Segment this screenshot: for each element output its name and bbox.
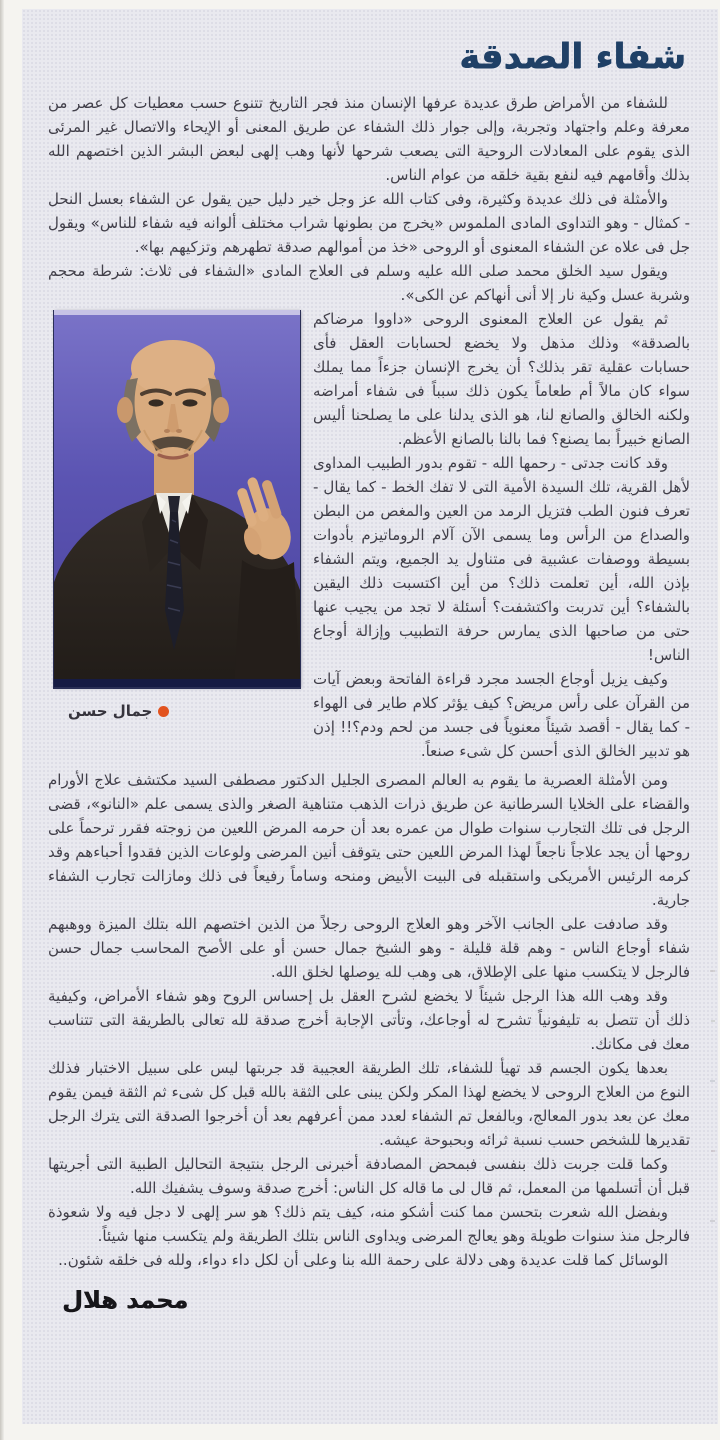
article-paragraph: وكما قلت جربت ذلك بنفسى فبمحض المصادفة أخبرنى الرجل بنتيجة التحاليل الطبية التى أجريتها قبل أن أتسلمها من المعمل، ثم قال لى ما قاله كل الناس: أخرج صدقة وسوف يشفيك الله. (48, 1155, 690, 1197)
scan-edge-shadow (0, 0, 4, 1440)
article-title: شفاء الصدقة (459, 37, 686, 77)
article-body (48, 91, 690, 1272)
photo-caption-text: جمال حسن (68, 702, 153, 720)
photo-caption (50, 699, 300, 723)
photo-block (50, 310, 300, 768)
article-paragraph: ثم يقول عن العلاج المعنوى الروحى «داووا مرضاكم بالصدقة» وذلك مذهل ولا يخضع لحسابات العقل فأى حسابات عقلية تقر بذلك؟ أن يخرج الإنسان جزءاً مما يملك سواء كان مالاً أم طعاماً يكون ذلك سبباً فى شفاء أمراضه ولكنه الخالق والصانع لنا، هو الذى يدلنا على ما يصلحنا أليس الصانع خبيراً بما يصنع؟ فما بالنا بالصانع الأعظم. (313, 310, 690, 448)
scan-artifact (708, 960, 718, 1260)
author-byline: محمد هلال (62, 1286, 189, 1314)
portrait-photo (54, 310, 300, 687)
article-paragraph: للشفاء من الأمراض طرق عديدة عرفها الإنسان منذ فجر التاريخ تتنوع حسب معطيات كل عصر من معرفة وعلم واجتهاد وتجربة، وإلى جوار ذلك الشفاء عن طريق المعنى أو الإيحاء والاتصال غير المرئى الذى يقوم على المعادلات الروحية التى يصعب شرحها لأنها وهب إلهى لبعض البشر الذين اختصهم الله بذلك وأقامهم فيه لنفع بقية خلقه من عوام الناس. (48, 94, 690, 184)
article-paragraph: وقد صادفت على الجانب الآخر وهو العلاج الروحى رجلاً من الذين اختصهم الله بتلك الميزة ووهبهم شفاء أوجاع الناس - وهم قلة قليلة - وهو الشيخ جمال حسن أو على الأصح المحاسب جمال حسن فالرجل لا يتكسب منها على الإطلاق، هى وهب لله يوصلها لخلق الله. (48, 915, 690, 981)
article-paragraph: بعدها يكون الجسم قد تهيأ للشفاء، تلك الطريقة العجيبة قد جربتها ليس على سبيل الاختبار فذلك النوع من العلاج الروحى لا يخضع لهذا المكر ولكن يبنى على الثقة بالله قبل كل شىء ثم الثقة فيمن يقوم معك عن بعد بدور المعالج، وبالفعل تم الشفاء لعدد ممن أعرفهم بعد أن أخرجوا الصدقة التى يترك الرجل تقديرها للشخص حسب نسبة ثرائه وبحبوحة عيشه. (48, 1059, 690, 1149)
article-paragraph: وكيف يزيل أوجاع الجسد مجرد قراءة الفاتحة وبعض آيات من القرآن على رأس مريض؟ كيف يؤثر كلام طاير فى الهواء - كما يقال - أقصد شيئاً معنوياً فى جسد من لحم ودم؟!! إذن هو تدبير الخالق الذى أحسن كل شىء صنعاً. (313, 670, 690, 760)
article-paragraph: وبفضل الله شعرت بتحسن مما كنت أشكو منه، كيف يتم ذلك؟ هو سر إلهى لا دجل فيه ولا شعوذة فالرجل منذ سنوات طويلة وهو يعالج المرضى ويداوى الناس بتلك الطريقة ولم يتكسب منها شيئاً. (48, 1203, 690, 1245)
article-paragraph: ويقول سيد الخلق محمد صلى الله عليه وسلم فى العلاج المادى «الشفاء فى ثلاث: شرطة محجم وشربة عسل وكية نار إلا أنى أنهاكم عن الكى». (48, 262, 690, 304)
article-paragraph: وقد كانت جدتى - رحمها الله - تقوم بدور الطبيب المداوى لأهل القرية، تلك السيدة الأمية التى لا تفك الخط - كما يقال - تعرف فنون الطب فتزيل الرمد من العين والمغص من البطن والصداع من الرأس وما يسمى الآن آلام الروماتيزم بأدوات بسيطة ووصفات عشبية فى متناول يد الجميع، ويتم الشفاء بإذن الله، أين تعلمت ذلك؟ من أين اكتسبت ذلك اليقين بالشفاء؟ أين تدربت واكتشفت؟ أسئلة لا تجد من يجيب عنها حتى من صاحبها الذى يمارس حرفة التطبيب وإزالة أوجاع الناس! (313, 454, 690, 664)
article-paragraph: والأمثلة فى ذلك عديدة وكثيرة، وفى كتاب الله عز وجل خير دليل حين يقول عن الشفاء بعسل النحل - كمثال - وهو التداوى المادى الملموس «يخرج من بطونها شراب مختلف ألوانه فيه شفاء للناس» ويقول جل فى علاه عن الشفاء المعنوى أو الروحى «خذ من أموالهم صدقة تطهرهم وتزكيهم بها». (48, 190, 690, 256)
article-paragraph: وقد وهب الله هذا الرجل شيئاً لا يخضع لشرح العقل بل إحساس الروح وهو شفاء الأمراض، وكيفية ذلك أن تتصل به تليفونياً تشرح له أوجاعك، وتأتى الإجابة أخرج صدقة لله تعالى بالطريقة التى تتناسب معك فى مكانك. (48, 987, 690, 1053)
caption-bullet-icon (158, 706, 169, 717)
article-paragraph: الوسائل كما قلت عديدة وهى دلالة على رحمة الله بنا وعلى أن لكل داء دواء، ولله فى خلقه شئون.. (58, 1251, 668, 1269)
article-paragraph: ومن الأمثلة العصرية ما يقوم به العالم المصرى الجليل الدكتور مصطفى السيد مكتشف علاج الأورام والقضاء على الخلايا السرطانية عن طريق ذرات الذهب متناهية الصغر والذى يسمى علم «النانو»، قضى الرجل فى تلك التجارب سنوات طوال من عمره بعد أن حرمه المرض اللعين من زوجته فقرر ترحماً على روحها أن يجد علاجاً ناجعاً لهذا المرض اللعين حتى يتوقف أنين المرضى ولوعات الذين فقدوا أحباءهم وقد كرمه الرئيس الأمريكى واستقبله فى البيت الأبيض ومنحه وساماً رفيعاً فى ذلك ومازالت تجارب الشفاء جارية. (48, 771, 690, 909)
portrait-photo-illustration (54, 310, 300, 687)
article-page (22, 9, 718, 1424)
title-row (48, 31, 690, 91)
